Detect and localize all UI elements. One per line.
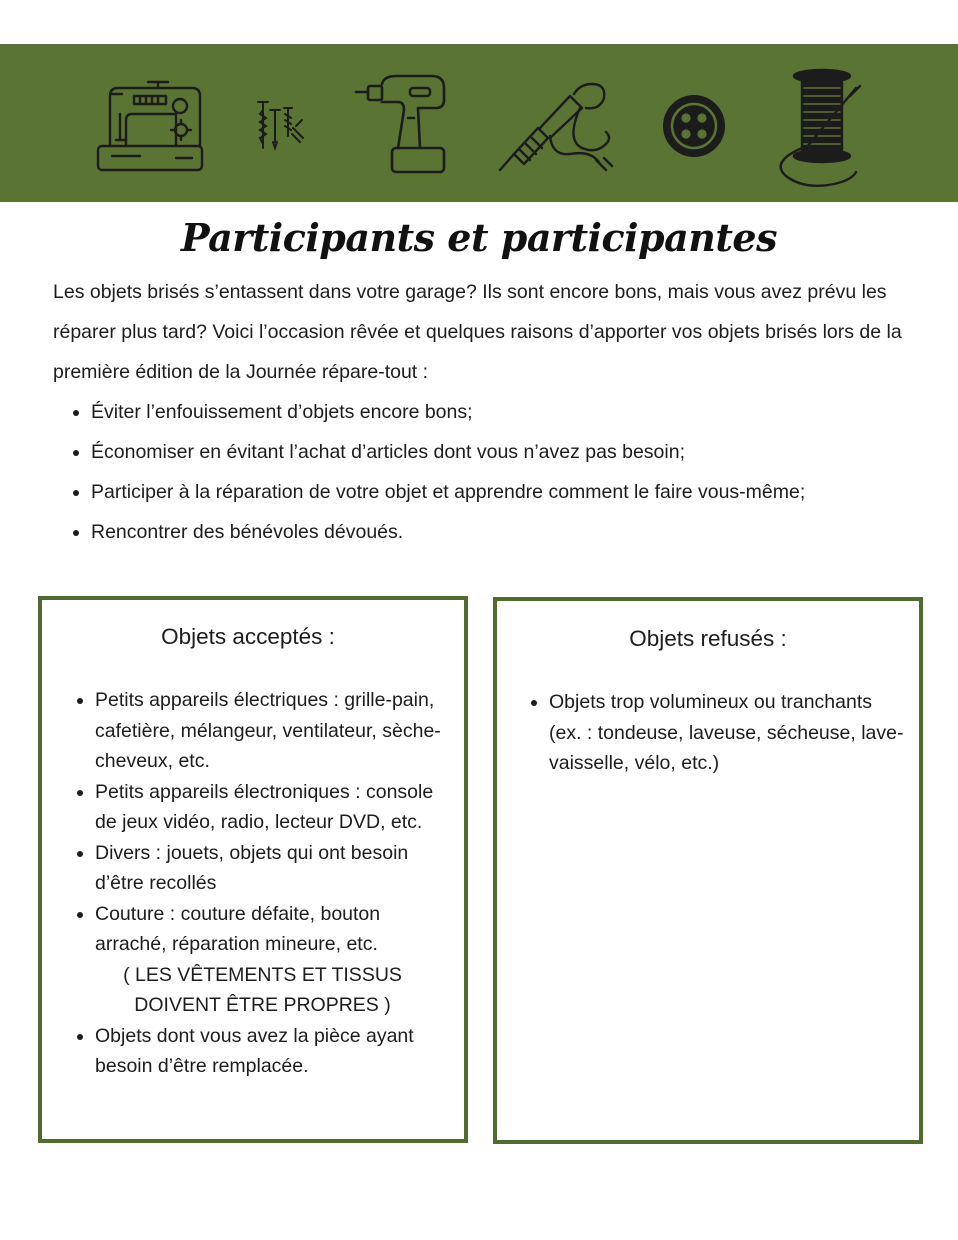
list-item: • Divers : jouets, objets qui ont besoin d’être recollés — [95, 838, 448, 899]
refused-list — [497, 687, 919, 779]
button-icon — [663, 95, 725, 157]
screws-icon — [258, 102, 303, 148]
soldering-iron-icon — [500, 84, 612, 170]
intro-paragraph: Les objets brisés s’entassent dans votre garage? Ils sont encore bons, mais vous avez prévu les réparer plus tard? Voici l’occasion rêvée et quelques raisons d’apporter vos objets brisés lors de la première édition de la Journée répare-tout : — [53, 281, 902, 383]
banner-illustrations — [0, 44, 958, 202]
list-item: • Objets trop volumineux ou tranchants (ex. : tondeuse, laveuse, sécheuse, lave-vaisselle, vélo, etc.) — [549, 687, 909, 779]
header-banner — [0, 44, 958, 202]
list-item: • Petits appareils électriques : grille-pain, cafetière, mélangeur, ventilateur, sèche-cheveux, etc. — [95, 685, 448, 777]
clean-clothes-note: ( LES VÊTEMENTS ET TISSUS DOIVENT ÊTRE PROPRES ) — [123, 963, 402, 1016]
thread-spool-icon — [781, 70, 860, 186]
reasons-list — [53, 392, 923, 552]
list-item: • Éviter l’enfouissement d’objets encore bons; — [91, 392, 923, 432]
sewing-item-text: Couture : couture défaite, bouton arraché, réparation mineure, etc. — [95, 902, 381, 955]
list-item: • Rencontrer des bénévoles dévoués. — [91, 512, 923, 552]
refused-objects-box — [493, 597, 923, 1144]
list-item — [95, 899, 448, 1021]
intro-section — [53, 272, 923, 552]
accepted-list — [42, 685, 464, 1082]
accepted-objects-box — [38, 596, 468, 1143]
refused-heading: Objets refusés : — [629, 626, 787, 651]
list-item: • Objets dont vous avez la pièce ayant besoin d’être remplacée. — [95, 1021, 448, 1082]
accepted-heading: Objets acceptés : — [161, 624, 335, 649]
list-item: • Économiser en évitant l’achat d’articles dont vous n’avez pas besoin; — [91, 432, 923, 472]
page-title: Participants et participantes — [181, 215, 777, 260]
list-item: • Participer à la réparation de votre objet et apprendre comment le faire vous-même; — [91, 472, 923, 512]
list-item: • Petits appareils électroniques : console de jeux vidéo, radio, lecteur DVD, etc. — [95, 777, 448, 838]
cordless-drill-icon — [356, 76, 444, 172]
sewing-machine-icon — [98, 82, 202, 170]
